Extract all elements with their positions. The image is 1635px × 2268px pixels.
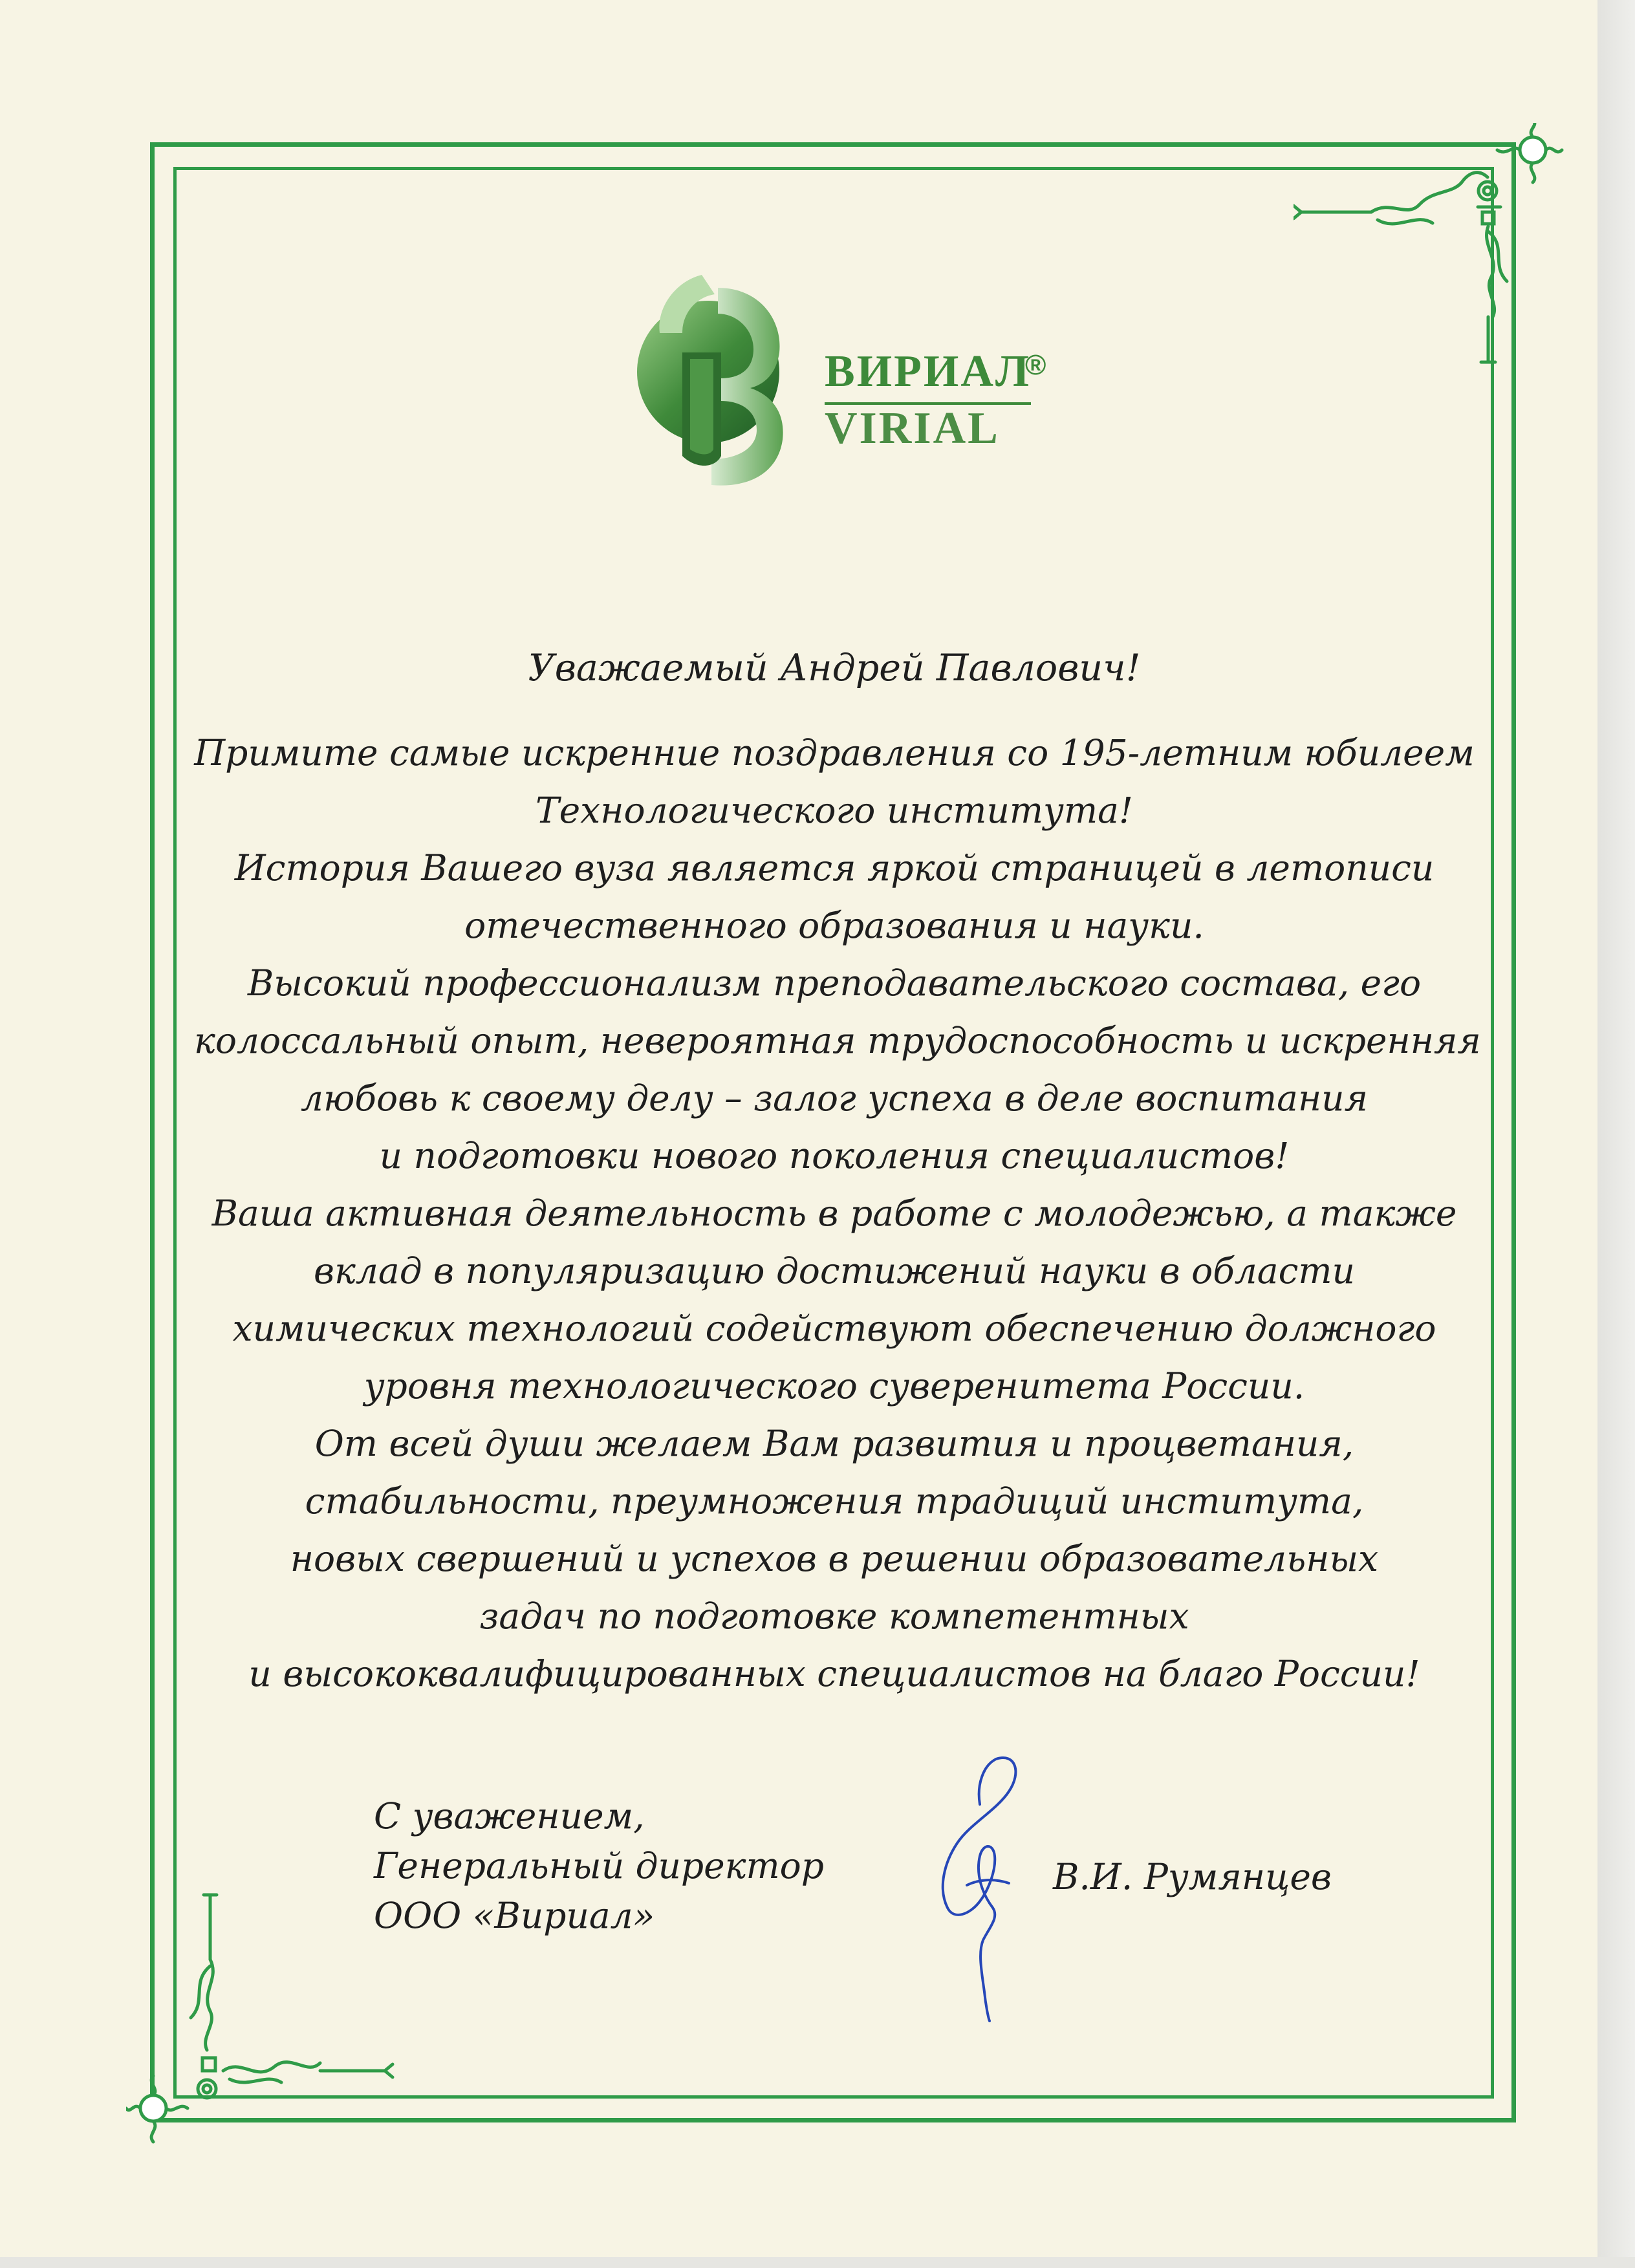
closing-line: С уважением, [374, 1795, 645, 1837]
body-line: задач по подготовке компетентных [479, 1595, 1189, 1637]
scan-edge [1597, 0, 1635, 2268]
body-line: колоссальный опыт, невероятная трудоспособность и искренняя [194, 1020, 1481, 1061]
closing-company: ООО «Вириал» [374, 1895, 655, 1936]
body-line: стабильности, преумножения традиций института, [305, 1480, 1364, 1522]
body-line: новых свершений и успехов в решении образовательных [290, 1538, 1379, 1579]
body-line: Ваша активная деятельность в работе с молодежью, а также [211, 1193, 1457, 1234]
scan-edge-bottom [0, 2257, 1635, 2268]
company-name-en: VIRIAL [825, 402, 1031, 451]
closing-position: Генеральный директор [374, 1845, 824, 1886]
signatory-name: В.И. Румянцев [1053, 1856, 1332, 1897]
company-name-ru: ВИРИАЛ [825, 347, 1032, 396]
body-line: Примите самые искренние поздравления со 195-летним юбилеем [194, 732, 1475, 773]
body-line: уровня технологического суверенитета России. [363, 1365, 1305, 1407]
handwritten-signature [918, 1746, 1048, 2024]
letter-body [194, 724, 1481, 1703]
body-line: вклад в популяризацию достижений науки в области [314, 1250, 1355, 1291]
corner-ornament-top-right-icon [1294, 123, 1565, 394]
company-wordmark [825, 349, 1031, 451]
body-line: отечественного образования и науки. [464, 905, 1204, 946]
body-line: От всей души желаем Вам развития и процветания, [314, 1423, 1354, 1464]
closing-block [374, 1791, 824, 1941]
body-line: любовь к своему делу – залог успеха в деле воспитания [300, 1077, 1369, 1119]
virial-logo-icon [631, 262, 802, 491]
greeting: Уважаемый Андрей Павлович! [528, 647, 1141, 689]
body-line: История Вашего вуза является яркой страницей в летописи [234, 847, 1435, 889]
body-line: и подготовки нового поколения специалистов! [379, 1135, 1290, 1176]
body-line: Высокий профессионализм преподавательского состава, его [247, 962, 1422, 1004]
body-line: и высококвалифицированных специалистов на благо России! [248, 1653, 1420, 1694]
registered-mark: ® [1025, 349, 1046, 381]
body-line: Технологического института! [536, 790, 1133, 831]
body-line: химических технологий содействуют обеспечению должного [232, 1308, 1436, 1349]
corner-ornament-bottom-left-icon [126, 1888, 398, 2160]
